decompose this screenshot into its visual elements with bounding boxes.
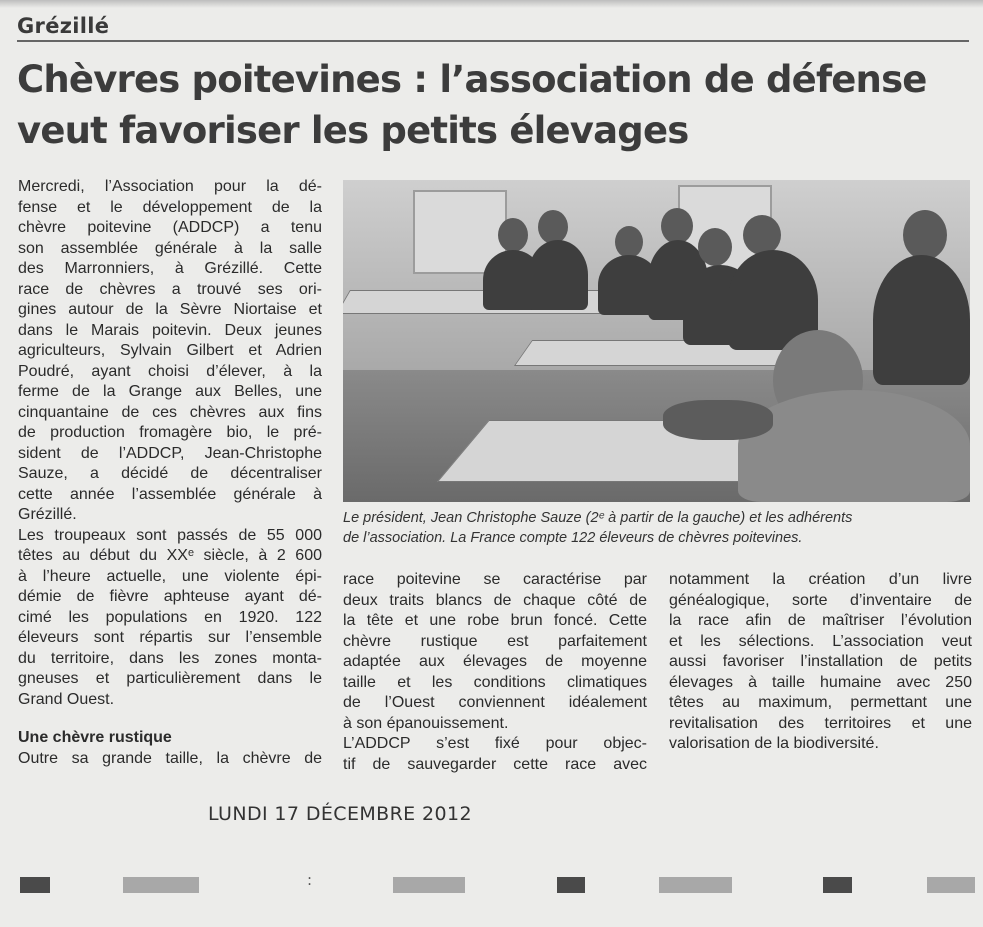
text-line: de l’Ouest conviennent idéalement xyxy=(343,694,647,711)
text-line: taille et les conditions climatiques xyxy=(343,673,647,691)
photo-person xyxy=(738,390,970,502)
meeting-photo xyxy=(343,180,970,502)
caption-line-2: de l’association. La France compte 122 éleveurs de chèvres poitevines. xyxy=(343,530,803,546)
photo-person-head xyxy=(615,226,643,258)
text-line: têtes au maximum, permettant une xyxy=(669,694,972,711)
text-line: Poudré, ayant choisi d’élever, à la xyxy=(18,362,322,380)
photo-person-head xyxy=(743,215,781,255)
photo-person xyxy=(528,240,588,310)
headline-line-1: Chèvres poitevines : l’association de défense xyxy=(17,58,927,101)
text-line: chèvre poitevine (ADDCP) a tenu xyxy=(18,219,322,236)
registration-mark xyxy=(123,877,199,893)
text-line: Mercredi, l’Association pour la dé- xyxy=(18,178,322,195)
section-rule xyxy=(17,40,969,42)
issue-date: LUNDI 17 DÉCEMBRE 2012 xyxy=(208,803,472,825)
text-line: la tête et une robe brun foncé. Cette xyxy=(343,612,647,629)
text-line: élevages à taille humaine avec 250 xyxy=(669,673,972,691)
text-line: chèvre rustique est parfaitement xyxy=(343,632,647,650)
text-line: revitalisation des territoires et une xyxy=(669,714,972,732)
headline-line-2: veut favoriser les petits élevages xyxy=(17,109,689,152)
text-line: agriculteurs, Sylvain Gilbert et Adrien xyxy=(18,342,322,359)
text-line: aussi favoriser l’installation de petits xyxy=(669,653,972,670)
photo-caption xyxy=(343,508,973,548)
text-line: adaptée aux élevages de moyenne xyxy=(343,653,647,670)
text-line: ferme de la Grange aux Belles, une xyxy=(18,383,322,400)
text-line: Grézillé. xyxy=(18,506,77,523)
registration-mark xyxy=(823,877,852,893)
photo-person xyxy=(873,255,970,385)
registration-mark xyxy=(927,877,975,893)
text-line: à l’heure actuelle, une violente épi- xyxy=(18,567,322,585)
text-line: de production fromagère bio, le pré- xyxy=(18,424,322,441)
text-line: deux traits blancs de chaque côté de xyxy=(343,591,647,609)
text-line: fense et le développement de la xyxy=(18,198,322,216)
text-line: tif de sauvegarder cette race avec xyxy=(343,755,647,773)
section-title: Grézillé xyxy=(17,14,110,38)
registration-mark xyxy=(557,877,585,893)
text-line: et les sélections. L’association veut xyxy=(669,632,972,650)
article-column-1 xyxy=(18,177,322,769)
text-line: race poitevine se caractérise par xyxy=(343,571,647,588)
registration-mark xyxy=(393,877,465,893)
photo-person-head xyxy=(661,208,693,244)
text-line: gines autour de la Sèvre Niortaise et xyxy=(18,301,322,318)
text-line: Outre sa grande taille, la chèvre de xyxy=(18,749,322,767)
text-line: cinquantaine de ces chèvres aux fins xyxy=(18,403,322,421)
paragraph-gap xyxy=(18,710,322,728)
subheading: Une chèvre rustique xyxy=(18,729,172,746)
text-line: gneuses et particulièrement dans le xyxy=(18,670,322,687)
text-line: notamment la création d’un livre xyxy=(669,571,972,588)
text-line: L’ADDCP s’est fixé pour objec- xyxy=(343,735,647,752)
scan-edge xyxy=(0,0,983,8)
text-line: dans le Marais poitevin. Deux jeunes xyxy=(18,321,322,339)
text-line: Les troupeaux sont passés de 55 000 xyxy=(18,526,322,544)
text-line: cette année l’assemblée générale à xyxy=(18,485,322,503)
text-line: son assemblée générale à la salle xyxy=(18,239,322,257)
headline xyxy=(17,54,967,156)
photo-person-head xyxy=(698,228,732,266)
text-line: à son épanouissement. xyxy=(343,714,509,732)
text-line: généalogique, sorte d’inventaire de xyxy=(669,591,972,609)
article-column-2 xyxy=(343,570,647,775)
registration-colon: : xyxy=(307,871,313,889)
caption-line-1: Le président, Jean Christophe Sauze (2ᵉ à partir de la gauche) et les adhérents xyxy=(343,510,853,526)
text-line: Sauze, a décidé de décentraliser xyxy=(18,465,322,482)
text-line: la race afin de maîtriser l’évolution xyxy=(669,612,972,629)
registration-mark xyxy=(659,877,732,893)
text-line: démie de fièvre aphteuse ayant dé- xyxy=(18,588,322,605)
text-line: Grand Ouest. xyxy=(18,690,115,708)
text-line: têtes au début du XXᵉ siècle, à 2 600 xyxy=(18,547,322,564)
text-line: race de chèvres a trouvé ses ori- xyxy=(18,280,322,298)
article-column-3 xyxy=(669,570,972,755)
photo-person-head xyxy=(903,210,947,260)
photo-bag xyxy=(663,400,773,440)
registration-mark xyxy=(20,877,50,893)
text-line: valorisation de la biodiversité. xyxy=(669,735,879,752)
text-line: sident de l’ADDCP, Jean-Christophe xyxy=(18,444,322,462)
text-line: éleveurs sont répartis sur l’ensemble xyxy=(18,629,322,646)
text-line: du territoire, dans les zones monta- xyxy=(18,649,322,667)
text-line: cimé les populations en 1920. 122 xyxy=(18,608,322,626)
photo-person-head xyxy=(498,218,528,252)
photo-person-head xyxy=(538,210,568,244)
text-line: des Marronniers, à Grézillé. Cette xyxy=(18,260,322,277)
